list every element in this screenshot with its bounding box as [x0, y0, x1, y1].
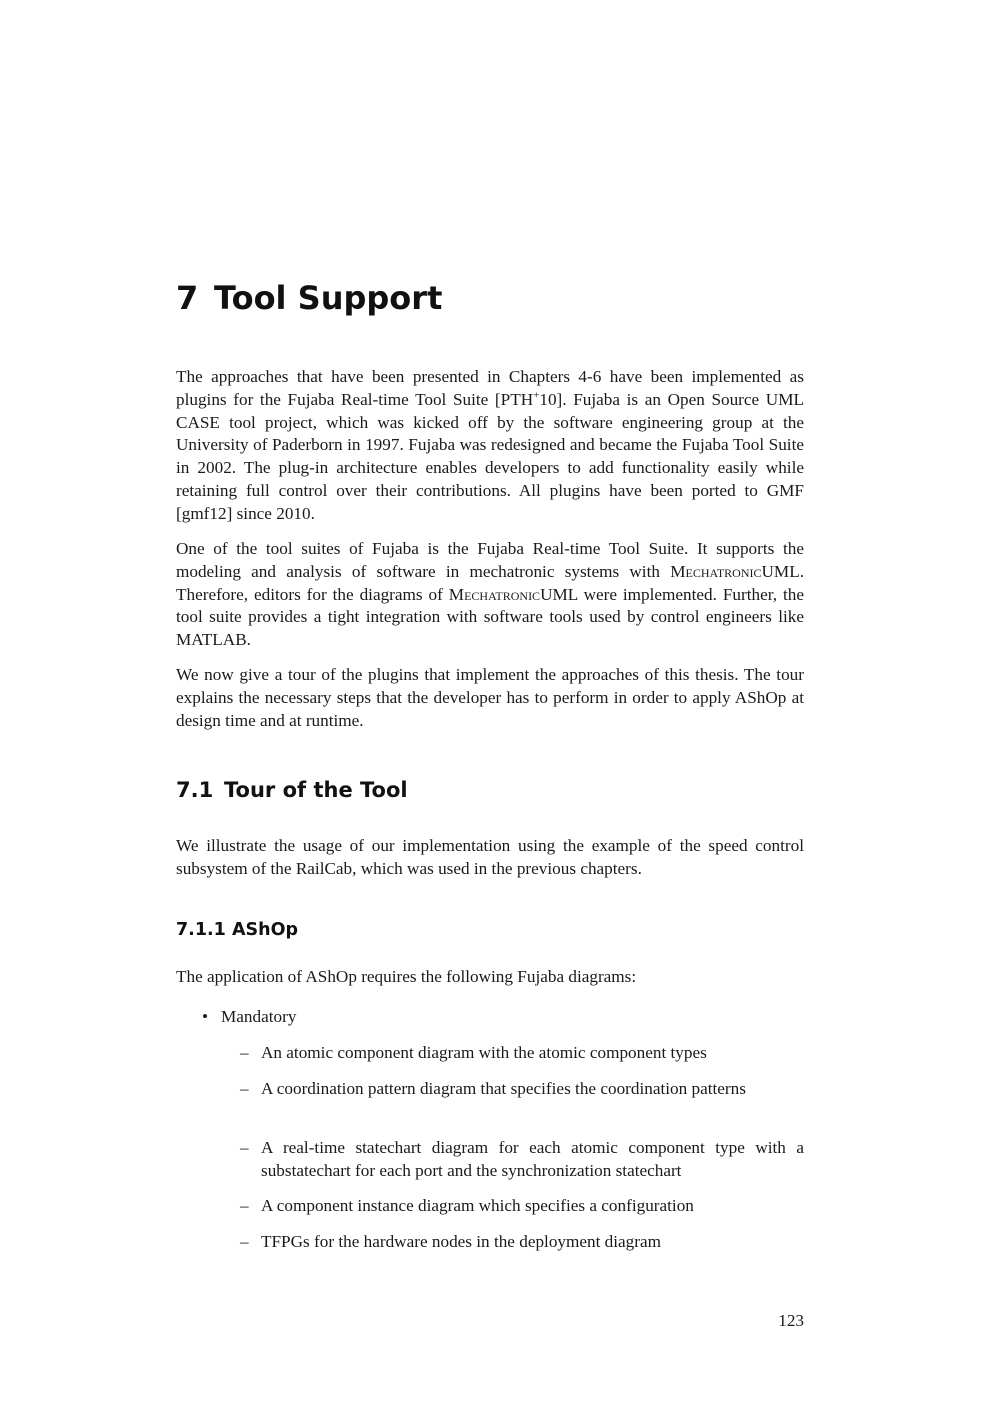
dash-mark: –	[240, 1079, 249, 1098]
intro-p1-text-b: 10]. Fujaba is an Open Source UML CASE tool project, which was kicked off by the software engineering group at the University of Paderborn in 1997. Fujaba was redesigned and became the Fujaba Tool Suite in 2002. The plug-in architecture enables developers to add functionality easily while retaining full control over their contributions. All plugins have been ported to GMF [gmf12] since 2010.	[176, 389, 804, 523]
list-item-text: TFPGs for the hardware nodes in the deployment diagram	[261, 1232, 661, 1251]
intro-p2-text-b: UML. Therefore, editors for the diagrams of	[176, 561, 804, 604]
chapter-number: 7	[176, 279, 199, 317]
dash-mark: –	[240, 1043, 249, 1062]
list-item-text: A component instance diagram which specifies a configuration	[261, 1196, 694, 1215]
intro-paragraph-2	[176, 538, 804, 652]
dash-mark: –	[240, 1196, 249, 1215]
list-item-text: An atomic component diagram with the atomic component types	[261, 1043, 707, 1062]
intro-paragraph-3: We now give a tour of the plugins that implement the approaches of this thesis. The tour explains the necessary steps that the developer has to perform in order to apply AShOp at design time and at runtime.	[176, 665, 804, 730]
intro-p1-text-a: The approaches that have been presented in Chapters 4-6 have been implemented as plugins for the Fujaba Real-time Tool Suite [PTH	[176, 367, 804, 409]
section-number: 7.1	[176, 778, 214, 802]
citation-superscript: +	[533, 389, 540, 402]
chapter-title: Tool Support	[214, 279, 443, 317]
subsection-heading	[176, 918, 298, 942]
dash-mark: –	[240, 1138, 249, 1157]
subsection-paragraph: The application of AShOp requires the following Fujaba diagrams:	[176, 967, 637, 986]
intro-p2-text-c: UML were implemented. Further, the tool suite provides a tight integration with software tools used by control engineers like MATLAB.	[176, 584, 804, 650]
subsection-number: 7.1.1	[176, 920, 226, 940]
page-number: 123	[778, 1311, 804, 1330]
list-item-text: A coordination pattern diagram that specifies the coordination patterns	[261, 1079, 746, 1098]
intro-p2-text-a: One of the tool suites of Fujaba is the Fujaba Real-time Tool Suite. It supports the modeling and analysis of software in mechatronic systems with	[176, 539, 804, 581]
section-heading	[176, 776, 408, 804]
chapter-heading	[176, 276, 442, 320]
mechatronic-smallcaps-1: Mechatronic	[670, 561, 762, 581]
bullet-mark: •	[202, 1007, 209, 1026]
list-item-text: A real-time statechart diagram for each atomic component type with a substatechart for each port and the synchronization statechart	[261, 1138, 804, 1180]
mechatronic-smallcaps-2: Mechatronic	[448, 584, 541, 604]
section-title: Tour of the Tool	[224, 778, 408, 802]
dash-mark: –	[240, 1232, 249, 1251]
intro-paragraph-1	[176, 366, 804, 526]
subsection-title: AShOp	[232, 920, 299, 940]
section-paragraph: We illustrate the usage of our implementation using the example of the speed control subsystem of the RailCab, which was used in the previous chapters.	[176, 836, 804, 878]
bullet-label: Mandatory	[221, 1007, 297, 1026]
